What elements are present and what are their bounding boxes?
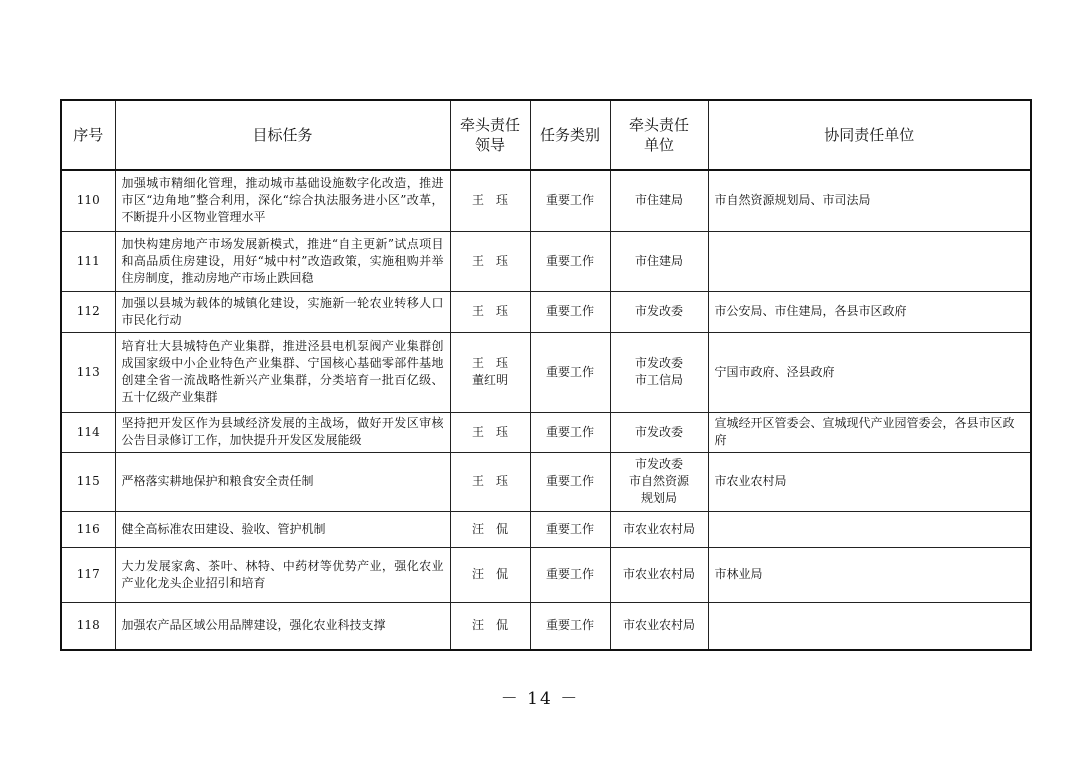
cell-seq: 115 <box>61 452 115 511</box>
header-seq: 序号 <box>61 100 115 170</box>
cell-type: 重要工作 <box>530 602 610 650</box>
cell-leader: 汪 侃 <box>450 547 530 602</box>
cell-type: 重要工作 <box>530 231 610 291</box>
cell-task: 严格落实耕地保护和粮食安全责任制 <box>115 452 450 511</box>
cell-task: 加快构建房地产市场发展新模式，推进“自主更新”试点项目和高品质住房建设，用好“城中村”改造政策，实施租购并举住房制度，推动房地产市场止跌回稳 <box>115 231 450 291</box>
table-row <box>61 452 1031 511</box>
cell-leader: 王 珏 <box>450 452 530 511</box>
cell-leader: 王 珏 <box>450 291 530 332</box>
cell-task: 加强以县城为载体的城镇化建设，实施新一轮农业转移人口市民化行动 <box>115 291 450 332</box>
cell-task: 加强城市精细化管理，推动城市基础设施数字化改造，推进市区“边角地”整合利用，深化“综合执法服务进小区”改革，不断提升小区物业管理水平 <box>115 170 450 231</box>
page-number: － 14 － <box>500 689 580 709</box>
cell-task: 健全高标准农田建设、验收、管护机制 <box>115 511 450 547</box>
cell-task: 坚持把开发区作为县域经济发展的主战场，做好开发区审核公告目录修订工作，加快提升开发区发展能级 <box>115 412 450 452</box>
cell-unit: 市农业农村局 <box>610 511 708 547</box>
header-type: 任务类别 <box>530 100 610 170</box>
cell-type: 重要工作 <box>530 332 610 412</box>
table-row <box>61 332 1031 412</box>
task-table <box>60 99 1032 651</box>
table-row <box>61 412 1031 452</box>
cell-type: 重要工作 <box>530 291 610 332</box>
cell-coop <box>708 511 1031 547</box>
cell-seq: 118 <box>61 602 115 650</box>
cell-unit: 市发改委 市工信局 <box>610 332 708 412</box>
cell-coop: 市农业农村局 <box>708 452 1031 511</box>
cell-task: 加强农产品区域公用品牌建设，强化农业科技支撑 <box>115 602 450 650</box>
cell-task: 培育壮大县城特色产业集群，推进泾县电机泵阀产业集群创成国家级中小企业特色产业集群、宁国核心基础零部件基地创建全省一流战略性新兴产业集群，分类培育一批百亿级、五十亿级产业集群 <box>115 332 450 412</box>
cell-type: 重要工作 <box>530 170 610 231</box>
header-row <box>61 100 1031 170</box>
cell-type: 重要工作 <box>530 511 610 547</box>
cell-leader: 汪 侃 <box>450 602 530 650</box>
header-coop: 协同责任单位 <box>708 100 1031 170</box>
cell-seq: 112 <box>61 291 115 332</box>
cell-coop: 市公安局、市住建局，各县市区政府 <box>708 291 1031 332</box>
table-row <box>61 291 1031 332</box>
cell-coop <box>708 231 1031 291</box>
cell-seq: 113 <box>61 332 115 412</box>
cell-type: 重要工作 <box>530 547 610 602</box>
cell-coop: 宣城经开区管委会、宣城现代产业园管委会，各县市区政府 <box>708 412 1031 452</box>
header-task: 目标任务 <box>115 100 450 170</box>
cell-task: 大力发展家禽、茶叶、林特、中药材等优势产业，强化农业产业化龙头企业招引和培育 <box>115 547 450 602</box>
cell-leader: 王 珏 <box>450 231 530 291</box>
cell-coop: 市林业局 <box>708 547 1031 602</box>
cell-unit: 市农业农村局 <box>610 602 708 650</box>
cell-type: 重要工作 <box>530 452 610 511</box>
cell-seq: 117 <box>61 547 115 602</box>
cell-seq: 114 <box>61 412 115 452</box>
header-unit: 牵头责任 单位 <box>610 100 708 170</box>
cell-unit: 市发改委 市自然资源 规划局 <box>610 452 708 511</box>
cell-coop <box>708 602 1031 650</box>
cell-coop: 市自然资源规划局、市司法局 <box>708 170 1031 231</box>
cell-unit: 市发改委 <box>610 412 708 452</box>
cell-coop: 宁国市政府、泾县政府 <box>708 332 1031 412</box>
table-row <box>61 231 1031 291</box>
cell-leader: 王 珏 <box>450 170 530 231</box>
table-row <box>61 547 1031 602</box>
table-row <box>61 602 1031 650</box>
cell-unit: 市住建局 <box>610 231 708 291</box>
cell-unit: 市发改委 <box>610 291 708 332</box>
cell-unit: 市住建局 <box>610 170 708 231</box>
cell-seq: 116 <box>61 511 115 547</box>
table-row <box>61 170 1031 231</box>
cell-unit: 市农业农村局 <box>610 547 708 602</box>
header-leader: 牵头责任 领导 <box>450 100 530 170</box>
cell-leader: 汪 侃 <box>450 511 530 547</box>
table-row <box>61 511 1031 547</box>
cell-leader: 王 珏 <box>450 412 530 452</box>
cell-seq: 111 <box>61 231 115 291</box>
cell-seq: 110 <box>61 170 115 231</box>
cell-type: 重要工作 <box>530 412 610 452</box>
cell-leader: 王 珏 董红明 <box>450 332 530 412</box>
